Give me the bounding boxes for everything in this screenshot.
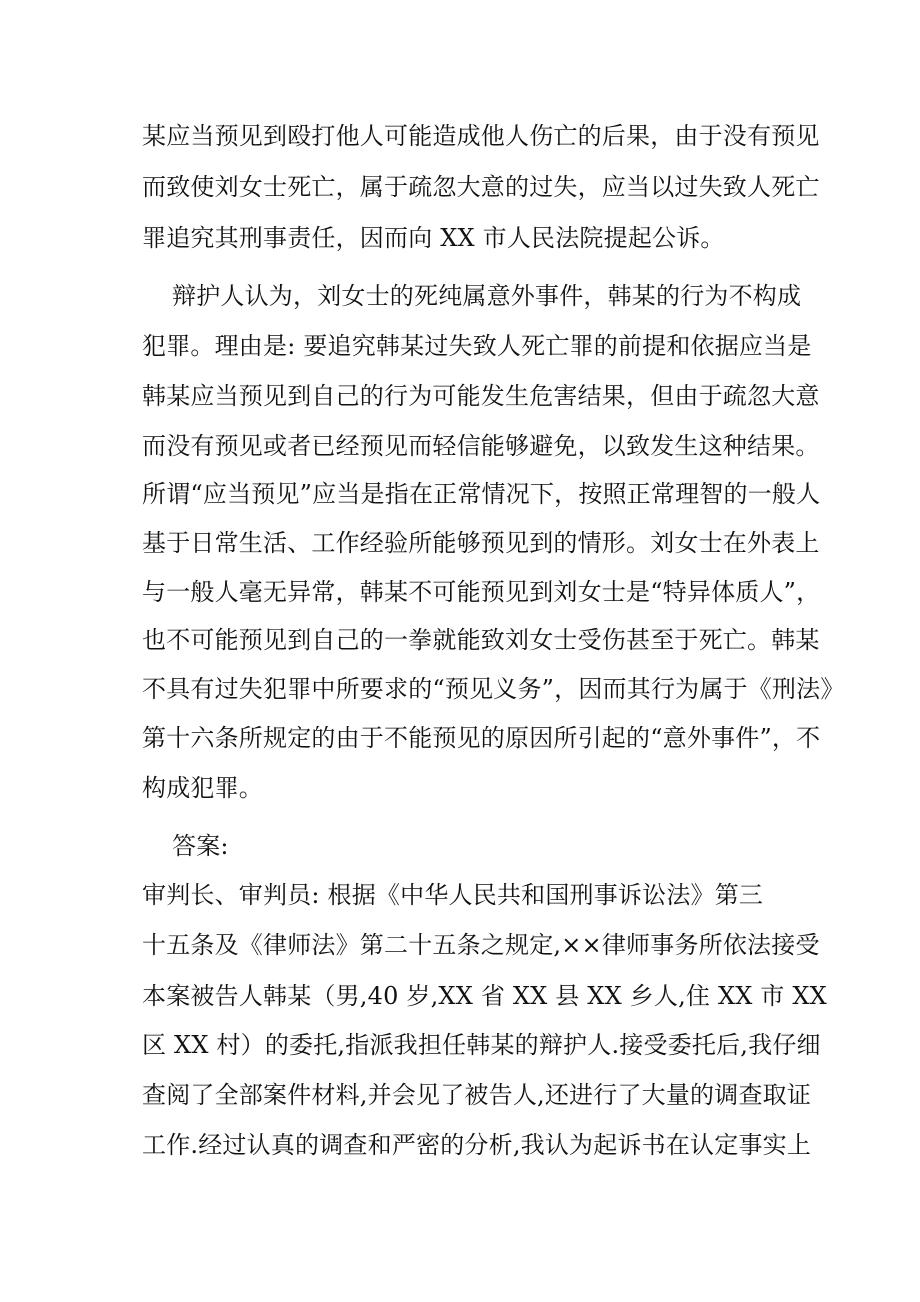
paragraph-2-line-5: 所谓“应当预见”应当是指在正常情况下，按照正常理智的一般人 xyxy=(142,480,821,508)
paragraph-4-line-4: 区 XX 村）的委托,指派我担任韩某的辩护人.接受委托后,我仔细 xyxy=(142,1031,821,1059)
paragraph-2-line-8: 也不可能预见到自己的一拳就能致刘女士受伤甚至于死亡。韩某 xyxy=(142,626,820,654)
paragraph-4-line-2: 十五条及《律师法》第二十五条之规定,××律师事务所依法接受 xyxy=(142,931,820,959)
paragraph-1-line-1: 某应当预见到殴打他人可能造成他人伤亡的后果，由于没有预见 xyxy=(142,122,820,150)
paragraph-2-line-2: 犯罪。理由是: 要追究韩某过失致人死亡罪的前提和依据应当是 xyxy=(142,332,812,360)
paragraph-1-line-3: 罪追究其刑事责任，因而向 XX 市人民法院提起公诉。 xyxy=(142,224,725,252)
paragraph-2-line-7: 与一般人毫无异常，韩某不可能预见到刘女士是“特异体质人”， xyxy=(142,578,821,606)
paragraph-4-line-3: 本案被告人韩某（男,40 岁,XX 省 XX 县 XX 乡人,住 XX 市 XX xyxy=(142,982,827,1010)
paragraph-2-line-6: 基于日常生活、工作经验所能够预见到的情形。刘女士在外表上 xyxy=(142,529,820,557)
paragraph-4-line-5: 查阅了全部案件材料,并会见了被告人,还进行了大量的调查取证 xyxy=(142,1081,812,1109)
paragraph-2-line-1: 辩护人认为，刘女士的死纯属意外事件，韩某的行为不构成 xyxy=(172,282,802,310)
paragraph-2-line-11: 构成犯罪。 xyxy=(142,774,263,802)
paragraph-1-line-2: 而致使刘女士死亡，属于疏忽大意的过失，应当以过失致人死亡 xyxy=(142,173,820,201)
paragraph-2-line-4: 而没有预见或者已经预见而轻信能够避免，以致发生这种结果。 xyxy=(142,432,820,460)
paragraph-2-line-9: 不具有过失犯罪中所要求的“预见义务”，因而其行为属于《刑法》 xyxy=(142,675,845,703)
answer-heading: 答案: xyxy=(172,832,229,860)
paragraph-4-line-6: 工作.经过认真的调查和严密的分析,我认为起诉书在认定事实上 xyxy=(142,1131,812,1159)
paragraph-2-line-10: 第十六条所规定的由于不能预见的原因所引起的“意外事件”，不 xyxy=(142,724,821,752)
paragraph-4-line-1: 审判长、审判员: 根据《中华人民共和国刑事诉讼法》第三 xyxy=(142,881,764,909)
paragraph-2-line-3: 韩某应当预见到自己的行为可能发生危害结果，但由于疏忽大意 xyxy=(142,382,820,410)
